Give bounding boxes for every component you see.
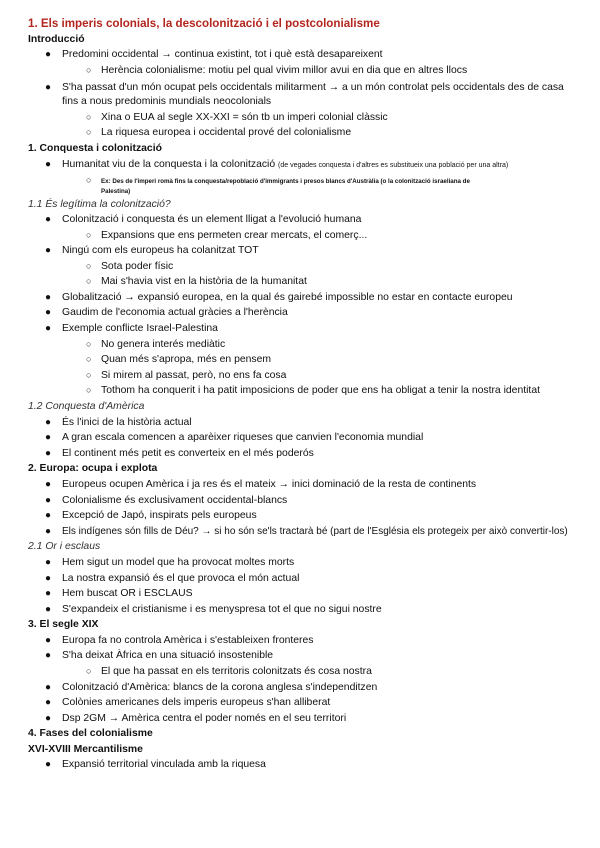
list-item: ● Colònies americanes dels imperis europeus s'han alliberat (45, 697, 331, 708)
bullet-icon: ● (45, 682, 52, 693)
bullet-icon: ● (45, 432, 52, 443)
bullet-icon: ● (45, 697, 52, 708)
list-item: ● Europeus ocupen Amèrica i ja res és el mateix → inici dominació de la resta de continents (45, 479, 477, 490)
bullet-icon: ● (45, 588, 52, 599)
list-item: ● A gran escala comencen a aparèixer riqueses que canvien l'economia mundial (45, 432, 424, 443)
list-item: ● La nostra expansió és el que provoca el món actual (45, 573, 300, 584)
section-3-heading: 3. El segle XIX (28, 619, 99, 630)
list-item: ● Dsp 2GM → Amèrica centra el poder només en el seu territori (45, 713, 347, 724)
circle-bullet-icon: ○ (86, 339, 92, 349)
bullet-icon: ● (45, 557, 52, 568)
list-item-note: (de vegades conquesta i d'altres es substitueix una població per una altra) (278, 162, 509, 169)
bullet-icon: ● (45, 417, 52, 428)
list-item: ● Els indígenes són fills de Déu? → si ho són se'ls tractarà bé (part de l'Església els protegeix per això convertir-los) (45, 526, 568, 537)
document-title: 1. Els imperis colonials, la descolonització i el postcolonialisme (28, 17, 380, 30)
bullet-icon: ● (45, 573, 52, 584)
list-item: ○ La riquesa europea i occidental prové del colonialisme (86, 127, 352, 138)
list-item: ● Predomini occidental → continua existint, tot i què està desapareixent (45, 49, 383, 60)
list-item: ● Globalització → expansió europea, en la qual és gairebé impossible no estar en contacte europeu (45, 292, 513, 303)
circle-bullet-icon: ○ (86, 65, 92, 75)
list-item: ● Hem sigut un model que ha provocat moltes morts (45, 557, 295, 568)
circle-bullet-icon: ○ (86, 230, 92, 240)
list-item: ● Colonització d'Amèrica: blancs de la corona anglesa s'independitzen (45, 682, 378, 693)
list-item: ● Europa fa no controla Amèrica i s'estableixen fronteres (45, 635, 314, 646)
list-item: ● El continent més petit es converteix en el més poderós (45, 448, 314, 459)
bullet-icon: ● (45, 650, 52, 661)
list-item: ○ Tothom ha conquerit i ha patit imposicions de poder que ens ha obligat a tenir la nostra identitat (86, 385, 540, 396)
list-item: ● Expansió territorial vinculada amb la riquesa (45, 759, 266, 770)
section-2-heading: 2. Europa: ocupa i explota (28, 463, 158, 474)
list-item: ○ Herència colonialisme: motiu pel qual vivim millor avui en dia que en altres llocs (86, 65, 468, 76)
bullet-icon: ● (45, 479, 52, 490)
circle-bullet-icon: ○ (86, 354, 92, 364)
list-item: ○ Quan més s'apropa, més en pensem (86, 354, 272, 365)
circle-bullet-icon: ○ (86, 175, 92, 185)
list-item: ● Exemple conflicte Israel-Palestina (45, 323, 218, 334)
bullet-icon: ● (45, 448, 52, 459)
subsection-2-1-heading: 2.1 Or i esclaus (28, 541, 101, 552)
list-item: ● Colonització i conquesta és un element lligat a l'evolució humana (45, 214, 362, 225)
bullet-icon: ● (45, 510, 52, 521)
circle-bullet-icon: ○ (86, 276, 92, 286)
list-item: ● S'ha passat d'un món ocupat pels occidentals militarment → a un món controlat pels occidentals des de casa (45, 82, 564, 93)
list-item: ○ Expansions que ens permeten crear mercats, el comerç... (86, 230, 368, 241)
bullet-icon: ● (45, 635, 52, 646)
subsection-1-2-heading: 1.2 Conquesta d'Amèrica (28, 401, 145, 412)
list-item: ○ Sota poder físic (86, 261, 174, 272)
list-item: ○ Ex: Des de l'imperi romà fins la conquesta/repoblació d'immigrants i presos blancs d'Austràlia (o la colonització israeliana de (86, 175, 470, 185)
list-item: ○ Mai s'havia vist en la història de la humanitat (86, 276, 307, 287)
list-item: ● S'expandeix el cristianisme i es menyspresa tot el que no sigui nostre (45, 604, 382, 615)
bullet-icon: ● (45, 759, 52, 770)
list-item: ● Humanitat viu de la conquesta i la colonització (de vegades conquesta i d'altres es substitueix una població per una altra) (45, 159, 509, 170)
circle-bullet-icon: ○ (86, 370, 92, 380)
circle-bullet-icon: ○ (86, 261, 92, 271)
list-item: ● Gaudim de l'economia actual gràcies a l'herència (45, 307, 288, 318)
bullet-icon: ● (45, 82, 52, 93)
bullet-icon: ● (45, 245, 52, 256)
intro-heading: Introducció (28, 34, 85, 45)
subsection-1-1-heading: 1.1 És legítima la colonització? (28, 199, 171, 210)
list-item: ● És l'inici de la història actual (45, 417, 192, 428)
bullet-icon: ● (45, 307, 52, 318)
list-item: ○ Si mirem al passat, però, no ens fa cosa (86, 370, 287, 381)
list-item: ● Colonialisme és exclusivament occidental-blancs (45, 495, 288, 506)
circle-bullet-icon: ○ (86, 112, 92, 122)
list-item: ● S'ha deixat Àfrica en una situació insostenible (45, 650, 274, 661)
list-item: ● Ningú com els europeus ha colanitzat TOT (45, 245, 259, 256)
bullet-icon: ● (45, 604, 52, 615)
bullet-icon: ● (45, 323, 52, 334)
bullet-icon: ● (45, 292, 52, 303)
list-item: ○ No genera interés mediàtic (86, 339, 226, 350)
bullet-icon: ● (45, 526, 52, 537)
list-item: ● Excepció de Japó, inspirats pels europeus (45, 510, 257, 521)
circle-bullet-icon: ○ (86, 385, 92, 395)
list-item-continuation: fins a nous predominis mundials neocolonials (62, 96, 272, 107)
section-4-heading: 4. Fases del colonialisme (28, 728, 153, 739)
list-item: ○ Xina o EUA al segle XX-XXI = són tb un imperi colonial clàssic (86, 112, 388, 123)
bullet-icon: ● (45, 49, 52, 60)
list-item-continuation: Palestina) (101, 188, 131, 195)
circle-bullet-icon: ○ (86, 666, 92, 676)
section-1-heading: 1. Conquesta i colonització (28, 143, 162, 154)
bullet-icon: ● (45, 214, 52, 225)
bullet-icon: ● (45, 713, 52, 724)
section-4-subheading: XVI-XVIII Mercantilisme (28, 744, 143, 755)
list-item: ● Hem buscat OR i ESCLAUS (45, 588, 193, 599)
circle-bullet-icon: ○ (86, 127, 92, 137)
list-item: ○ El que ha passat en els territoris colonitzats és cosa nostra (86, 666, 372, 677)
bullet-icon: ● (45, 495, 52, 506)
bullet-icon: ● (45, 159, 52, 170)
